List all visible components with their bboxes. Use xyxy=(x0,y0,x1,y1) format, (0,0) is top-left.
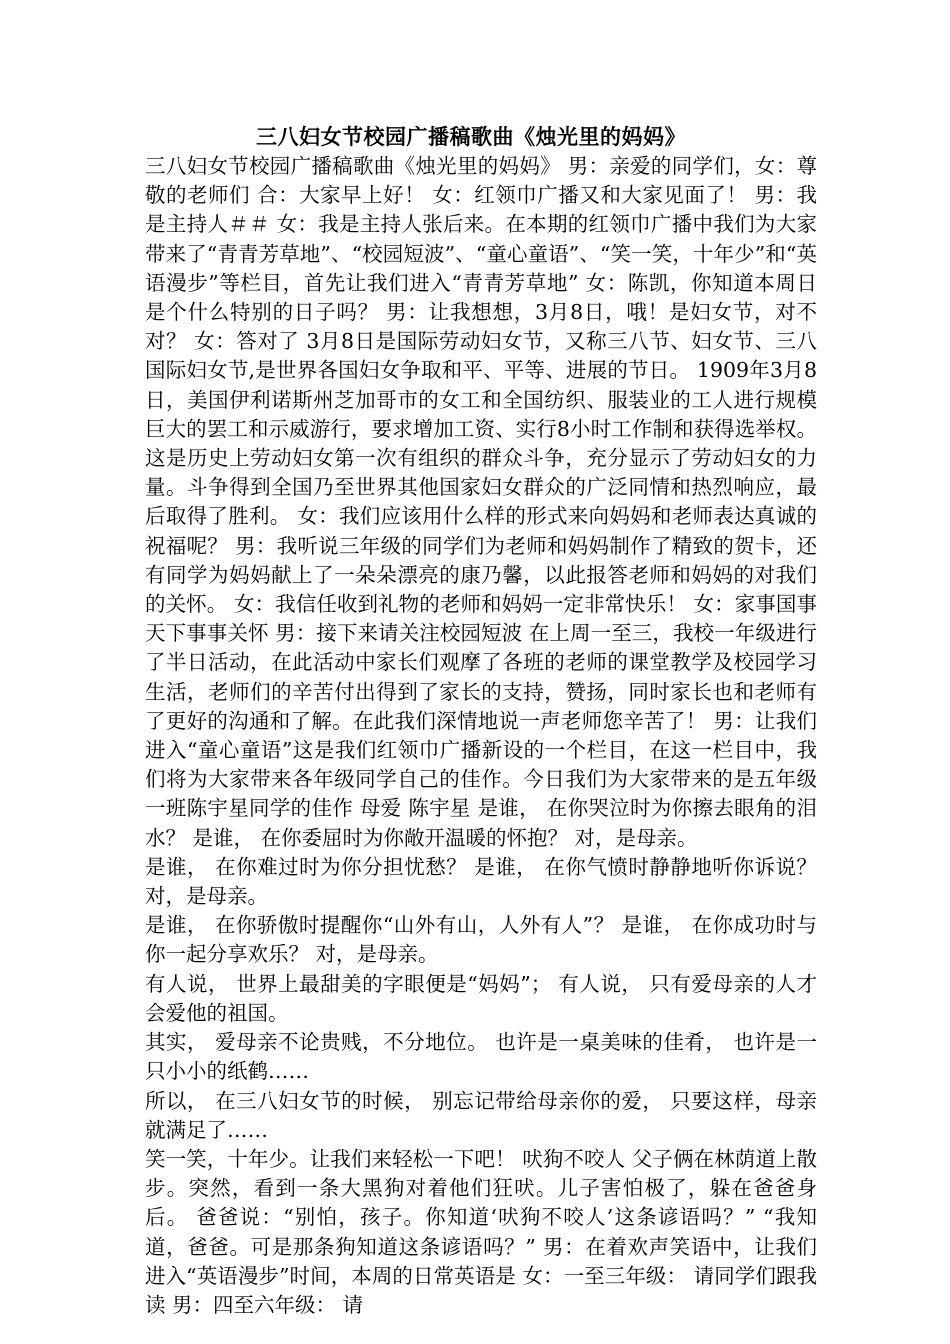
paragraph-1: 三八妇女节校园广播稿歌曲《烛光里的妈妈》 男：亲爱的同学们，女：尊敬的老师们 合：大家早上好！ 女：红领巾广播又和大家见面了！ 男：我是主持人＃＃ 女：我是主持人张后来。在本期的红领巾广播中我们为大家带来了“青青芳草地”、“校园短波”、“童心童语”、“笑一笑，十年少”和“英语漫步”等栏目，首先让我们进入“青青芳草地” 女：陈凯，你知道本周日是个什么特别的日子吗？ 男：让我想想，3月8日，哦！是妇女节，对不对？ 女：答对了 3月8日是国际劳动妇女节，又称三八节、妇女节、三八国际妇女节,是世界各国妇女争取和平、平等、进展的节日。 1909年3月8日，美国伊利诺斯州芝加哥市的女工和全国纺织、服装业的工人进行规模巨大的罢工和示威游行，要求增加工资、实行8小时工作制和获得选举权。这是历史上劳动妇女第一次有组织的群众斗争，充分显示了劳动妇女的力量。斗争得到全国乃至世界其他国家妇女群众的广泛同情和热烈响应，最后取得了胜利。 女：我们应该用什么样的形式来向妈妈和老师表达真诚的祝福呢？ 男：我听说三年级的同学们为老师和妈妈制作了精致的贺卡，还有同学为妈妈献上了一朵朵漂亮的康乃馨，以此报答老师和妈妈的对我们的关怀。 女：我信任收到礼物的老师和妈妈一定非常快乐！ 女：家事国事天下事事关怀 男：接下来请关注校园短波 在上周一至三，我校一年级进行了半日活动，在此活动中家长们观摩了各班的老师的课堂教学及校园学习生活，老师们的辛苦付出得到了家长的支持，赞扬，同时家长也和老师有了更好的沟通和了解。在此我们深情地说一声老师您辛苦了！ 男：让我们进入“童心童语”这是我们红领巾广播新设的一个栏目，在这一栏目中，我们将为大家带来各年级同学自己的佳作。今日我们为大家带来的是五年级一班陈宇星同学的佳作 母爱 陈宇星 是谁， 在你哭泣时为你擦去眼角的泪水？ 是谁， 在你委屈时为你敞开温暖的怀抱？ 对，是母亲。 xyxy=(145,154,817,850)
paragraph-2: 是谁， 在你难过时为你分担忧愁？ 是谁， 在你气愤时静静地听你诉说？ 对，是母亲。 xyxy=(145,854,817,909)
paragraph-4: 有人说， 世界上最甜美的字眼便是“妈妈”； 有人说， 只有爱母亲的人才会爱他的祖国。 xyxy=(145,971,817,1025)
paragraph-3: 是谁， 在你骄傲时提醒你“山外有山，人外有人”？ 是谁， 在你成功时与你一起分享欢乐？ 对，是母亲。 xyxy=(145,913,817,967)
document-title: 三八妇女节校园广播稿歌曲《烛光里的妈妈》 xyxy=(256,124,686,149)
paragraph-7: 笑一笑，十年少。让我们来轻松一下吧！ 吠狗不咬人 父子俩在林荫道上散步。突然，看到一条大黑狗对着他们狂吠。儿子害怕极了，躲在爸爸身后。 爸爸说：“别怕，孩子。你知道‘吠狗不咬人’这条谚语吗？” “我知道，爸爸。可是那条狗知道这条谚语吗？” 男：在着欢声笑语中，让我们进入“英语漫步”时间，本周的日常英语是 女：一至三年级： 请同学们跟我读 男：四至六年级： 请 xyxy=(145,1146,817,1317)
paragraph-6: 所以， 在三八妇女节的时候， 别忘记带给母亲你的爱， 只要这样，母亲就满足了…… xyxy=(145,1088,817,1142)
document-page xyxy=(145,122,817,1320)
paragraph-5: 其实， 爱母亲不论贵贱，不分地位。 也许是一桌美味的佳肴， 也许是一只小小的纸鹤…… xyxy=(145,1030,817,1084)
